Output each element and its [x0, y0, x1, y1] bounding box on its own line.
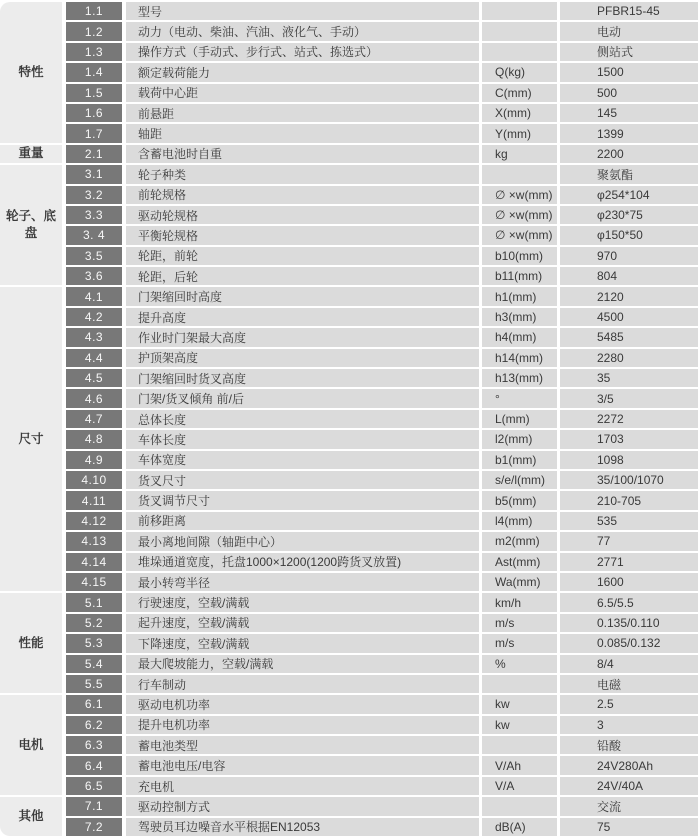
row-unit: h14(mm) — [482, 349, 557, 367]
row-unit: kg — [482, 145, 557, 163]
row-value: 24V280Ah — [560, 756, 698, 774]
row-description: 货叉调节尺寸 — [126, 491, 479, 509]
row-value: 1600 — [560, 573, 698, 591]
row-number-badge: 4.11 — [66, 491, 122, 509]
row-value: 1500 — [560, 63, 698, 81]
row-value: 145 — [560, 104, 698, 122]
row-number-badge: 7.1 — [66, 797, 122, 815]
row-number-badge: 3. 4 — [66, 226, 122, 244]
row-value: 3/5 — [560, 389, 698, 407]
row-number-badge: 1.7 — [66, 124, 122, 142]
row-number-badge: 3.3 — [66, 206, 122, 224]
row-value: 804 — [560, 267, 698, 285]
row-description: 充电机 — [126, 777, 479, 795]
spec-row — [66, 614, 698, 632]
row-number-badge: 4.14 — [66, 553, 122, 571]
row-value: 1098 — [560, 451, 698, 469]
spec-row — [66, 430, 698, 448]
spec-section — [0, 165, 698, 285]
row-description: 载荷中心距 — [126, 84, 479, 102]
row-value: φ254*104 — [560, 186, 698, 204]
row-description: 额定载荷能力 — [126, 63, 479, 81]
row-number-badge: 4.8 — [66, 430, 122, 448]
spec-row — [66, 247, 698, 265]
spec-row — [66, 287, 698, 305]
row-description: 提升电机功率 — [126, 716, 479, 734]
row-unit — [482, 165, 557, 183]
spec-row — [66, 532, 698, 550]
row-unit: l2(mm) — [482, 430, 557, 448]
row-unit — [482, 43, 557, 61]
spec-row — [66, 349, 698, 367]
row-description: 总体长度 — [126, 410, 479, 428]
row-number-badge: 4.7 — [66, 410, 122, 428]
row-unit — [482, 2, 557, 20]
row-number-badge: 4.13 — [66, 532, 122, 550]
spec-section — [0, 593, 698, 693]
row-unit: Wa(mm) — [482, 573, 557, 591]
spec-row — [66, 777, 698, 795]
spec-row — [66, 573, 698, 591]
row-value: 2272 — [560, 410, 698, 428]
row-number-badge: 4.3 — [66, 328, 122, 346]
row-value: 3 — [560, 716, 698, 734]
row-number-badge: 6.5 — [66, 777, 122, 795]
row-description: 提升高度 — [126, 308, 479, 326]
row-unit: kw — [482, 716, 557, 734]
row-value: 35 — [560, 369, 698, 387]
row-value: 535 — [560, 512, 698, 530]
spec-row — [66, 2, 698, 20]
row-description: 前轮规格 — [126, 186, 479, 204]
row-description: 行驶速度，空载/满载 — [126, 593, 479, 611]
row-description: 轴距 — [126, 124, 479, 142]
spec-row — [66, 84, 698, 102]
spec-row — [66, 43, 698, 61]
row-number-badge: 4.1 — [66, 287, 122, 305]
category-label: 尺寸 — [0, 287, 62, 591]
row-value: 77 — [560, 532, 698, 550]
row-description: 型号 — [126, 2, 479, 20]
row-unit: V/Ah — [482, 756, 557, 774]
spec-row — [66, 451, 698, 469]
row-unit: m/s — [482, 634, 557, 652]
row-number-badge: 1.5 — [66, 84, 122, 102]
row-number-badge: 3.2 — [66, 186, 122, 204]
row-number-badge: 4.12 — [66, 512, 122, 530]
row-description: 轮距，前轮 — [126, 247, 479, 265]
row-unit: % — [482, 655, 557, 673]
row-value: 6.5/5.5 — [560, 593, 698, 611]
section-rows — [66, 695, 698, 795]
row-value: 4500 — [560, 308, 698, 326]
spec-row — [66, 145, 698, 163]
row-value: 2.5 — [560, 695, 698, 713]
spec-row — [66, 736, 698, 754]
row-unit: b11(mm) — [482, 267, 557, 285]
row-description: 蓄电池类型 — [126, 736, 479, 754]
row-unit: km/h — [482, 593, 557, 611]
row-unit: h1(mm) — [482, 287, 557, 305]
section-rows — [66, 145, 698, 163]
row-number-badge: 4.15 — [66, 573, 122, 591]
row-number-badge: 3.6 — [66, 267, 122, 285]
row-description: 门架/货叉倾角 前/后 — [126, 389, 479, 407]
row-number-badge: 3.1 — [66, 165, 122, 183]
row-value: 8/4 — [560, 655, 698, 673]
row-number-badge: 6.3 — [66, 736, 122, 754]
spec-row — [66, 675, 698, 693]
row-value: 交流 — [560, 797, 698, 815]
row-description: 操作方式（手动式、步行式、站式、拣选式） — [126, 43, 479, 61]
row-unit: Y(mm) — [482, 124, 557, 142]
row-number-badge: 1.3 — [66, 43, 122, 61]
row-number-badge: 4.10 — [66, 471, 122, 489]
row-description: 起升速度，空载/满载 — [126, 614, 479, 632]
row-value: 2280 — [560, 349, 698, 367]
row-value: 铅酸 — [560, 736, 698, 754]
row-unit: b10(mm) — [482, 247, 557, 265]
row-unit — [482, 797, 557, 815]
section-rows — [66, 287, 698, 591]
spec-row — [66, 369, 698, 387]
row-number-badge: 5.4 — [66, 655, 122, 673]
row-unit — [482, 22, 557, 40]
row-unit: ∅ ×w(mm) — [482, 206, 557, 224]
spec-row — [66, 716, 698, 734]
spec-row — [66, 756, 698, 774]
row-value: 电动 — [560, 22, 698, 40]
row-description: 下降速度，空载/满载 — [126, 634, 479, 652]
row-description: 驾驶员耳边噪音水平根据EN12053 — [126, 818, 479, 836]
row-value: 35/100/1070 — [560, 471, 698, 489]
spec-row — [66, 634, 698, 652]
spec-section — [0, 145, 698, 163]
row-description: 平衡轮规格 — [126, 226, 479, 244]
row-value: 24V/40A — [560, 777, 698, 795]
row-unit — [482, 675, 557, 693]
row-unit: L(mm) — [482, 410, 557, 428]
row-unit: kw — [482, 695, 557, 713]
row-description: 车体长度 — [126, 430, 479, 448]
row-unit: h3(mm) — [482, 308, 557, 326]
spec-row — [66, 553, 698, 571]
row-value: 970 — [560, 247, 698, 265]
row-description: 门架缩回时高度 — [126, 287, 479, 305]
spec-row — [66, 206, 698, 224]
spec-row — [66, 695, 698, 713]
row-unit: ∅ ×w(mm) — [482, 186, 557, 204]
row-value: 1703 — [560, 430, 698, 448]
row-value: 0.085/0.132 — [560, 634, 698, 652]
category-label: 电机 — [0, 695, 62, 795]
row-unit: dB(A) — [482, 818, 557, 836]
row-description: 轮距，后轮 — [126, 267, 479, 285]
section-rows — [66, 797, 698, 836]
row-unit: s/e/l(mm) — [482, 471, 557, 489]
row-unit: m/s — [482, 614, 557, 632]
row-value: 电磁 — [560, 675, 698, 693]
row-description: 驱动电机功率 — [126, 695, 479, 713]
row-number-badge: 4.4 — [66, 349, 122, 367]
row-number-badge: 5.5 — [66, 675, 122, 693]
row-value: φ150*50 — [560, 226, 698, 244]
category-label: 重量 — [0, 145, 62, 163]
row-number-badge: 7.2 — [66, 818, 122, 836]
row-unit: X(mm) — [482, 104, 557, 122]
spec-row — [66, 389, 698, 407]
row-number-badge: 1.2 — [66, 22, 122, 40]
row-description: 驱动控制方式 — [126, 797, 479, 815]
row-unit: h4(mm) — [482, 328, 557, 346]
row-value: PFBR15-45 — [560, 2, 698, 20]
spec-row — [66, 797, 698, 815]
row-number-badge: 4.5 — [66, 369, 122, 387]
row-description: 最小转弯半径 — [126, 573, 479, 591]
row-number-badge: 4.2 — [66, 308, 122, 326]
row-number-badge: 5.3 — [66, 634, 122, 652]
row-description: 前移距离 — [126, 512, 479, 530]
spec-row — [66, 491, 698, 509]
row-number-badge: 6.2 — [66, 716, 122, 734]
spec-row — [66, 512, 698, 530]
row-unit: h13(mm) — [482, 369, 557, 387]
row-unit: b1(mm) — [482, 451, 557, 469]
row-number-badge: 3.5 — [66, 247, 122, 265]
spec-section — [0, 287, 698, 591]
row-number-badge: 5.2 — [66, 614, 122, 632]
category-label: 特性 — [0, 2, 62, 143]
spec-row — [66, 328, 698, 346]
spec-section — [0, 2, 698, 143]
row-value: 侧站式 — [560, 43, 698, 61]
row-description: 驱动轮规格 — [126, 206, 479, 224]
row-value: φ230*75 — [560, 206, 698, 224]
row-value: 2771 — [560, 553, 698, 571]
row-number-badge: 1.6 — [66, 104, 122, 122]
row-value: 1399 — [560, 124, 698, 142]
row-description: 动力（电动、柴油、汽油、液化气、手动） — [126, 22, 479, 40]
spec-row — [66, 410, 698, 428]
row-description: 护顶架高度 — [126, 349, 479, 367]
section-rows — [66, 165, 698, 285]
row-description: 含蓄电池时自重 — [126, 145, 479, 163]
row-description: 货叉尺寸 — [126, 471, 479, 489]
row-unit: C(mm) — [482, 84, 557, 102]
spec-row — [66, 186, 698, 204]
row-number-badge: 5.1 — [66, 593, 122, 611]
row-description: 作业时门架最大高度 — [126, 328, 479, 346]
category-label: 轮子、底盘 — [0, 165, 62, 285]
row-number-badge: 4.6 — [66, 389, 122, 407]
row-unit: b5(mm) — [482, 491, 557, 509]
row-description: 最小离地间隙（轴距中心） — [126, 532, 479, 550]
row-unit — [482, 736, 557, 754]
row-number-badge: 1.1 — [66, 2, 122, 20]
row-description: 门架缩回时货叉高度 — [126, 369, 479, 387]
spec-row — [66, 267, 698, 285]
row-number-badge: 6.4 — [66, 756, 122, 774]
spec-section — [0, 695, 698, 795]
row-value: 聚氨酯 — [560, 165, 698, 183]
spec-row — [66, 165, 698, 183]
spec-row — [66, 593, 698, 611]
row-unit: Q(kg) — [482, 63, 557, 81]
category-label: 其他 — [0, 797, 62, 836]
row-description: 行车制动 — [126, 675, 479, 693]
row-value: 2200 — [560, 145, 698, 163]
spec-row — [66, 104, 698, 122]
spec-table — [0, 2, 698, 836]
row-description: 前悬距 — [126, 104, 479, 122]
row-unit: V/A — [482, 777, 557, 795]
spec-row — [66, 471, 698, 489]
spec-row — [66, 655, 698, 673]
row-unit: ° — [482, 389, 557, 407]
row-value: 5485 — [560, 328, 698, 346]
row-description: 堆垛通道宽度，托盘1000×1200(1200跨货叉放置) — [126, 553, 479, 571]
section-rows — [66, 593, 698, 693]
spec-row — [66, 124, 698, 142]
spec-row — [66, 22, 698, 40]
spec-row — [66, 226, 698, 244]
row-value: 75 — [560, 818, 698, 836]
spec-row — [66, 63, 698, 81]
row-value: 500 — [560, 84, 698, 102]
spec-section — [0, 797, 698, 836]
row-unit: Ast(mm) — [482, 553, 557, 571]
row-value: 2120 — [560, 287, 698, 305]
row-unit: ∅ ×w(mm) — [482, 226, 557, 244]
row-description: 车体宽度 — [126, 451, 479, 469]
row-description: 蓄电池电压/电容 — [126, 756, 479, 774]
row-number-badge: 2.1 — [66, 145, 122, 163]
section-rows — [66, 2, 698, 143]
row-unit: l4(mm) — [482, 512, 557, 530]
row-value: 210-705 — [560, 491, 698, 509]
row-value: 0.135/0.110 — [560, 614, 698, 632]
row-unit: m2(mm) — [482, 532, 557, 550]
row-number-badge: 4.9 — [66, 451, 122, 469]
row-number-badge: 1.4 — [66, 63, 122, 81]
spec-row — [66, 308, 698, 326]
spec-row — [66, 818, 698, 836]
category-label: 性能 — [0, 593, 62, 693]
row-description: 轮子种类 — [126, 165, 479, 183]
row-number-badge: 6.1 — [66, 695, 122, 713]
row-description: 最大爬坡能力，空载/满载 — [126, 655, 479, 673]
